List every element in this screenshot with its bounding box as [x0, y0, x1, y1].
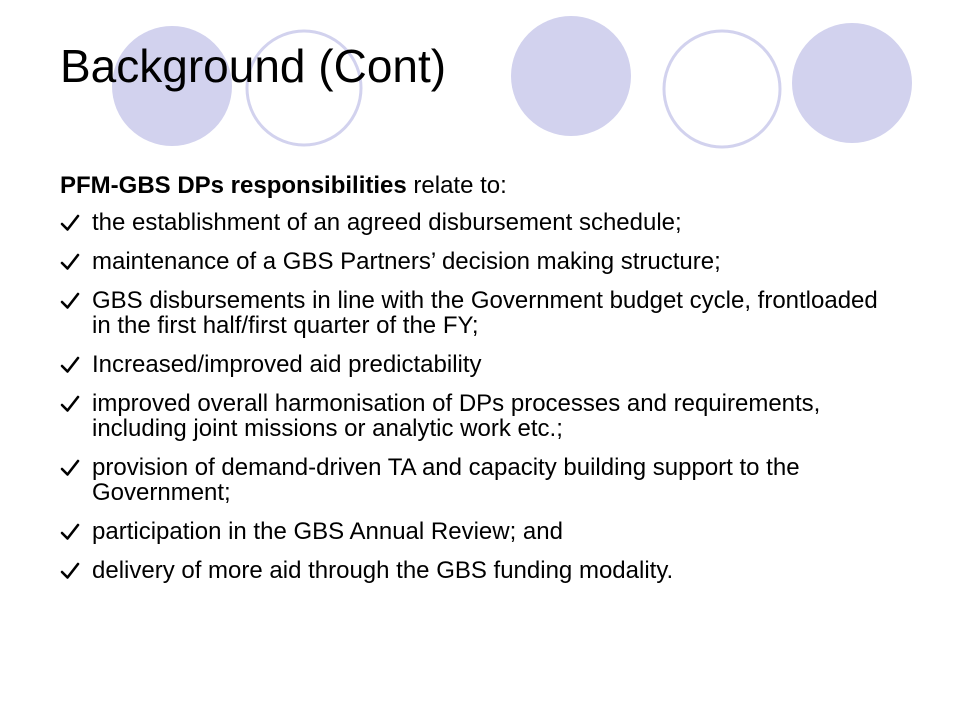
- outline-circle-2: [664, 31, 780, 147]
- filled-circle-2: [511, 16, 631, 136]
- check-mark-icon: [60, 355, 80, 375]
- bullet-text: the establishment of an agreed disbursement schedule;: [92, 209, 682, 236]
- bullet-item: [60, 455, 900, 505]
- check-mark-icon: [60, 252, 80, 272]
- check-mark-icon: [60, 394, 80, 414]
- intro-line: [60, 170, 507, 202]
- bullet-item: [60, 249, 900, 274]
- bullet-text: Increased/improved aid predictability: [92, 351, 482, 378]
- bullet-text: GBS disbursements in line with the Government budget cycle, frontloaded in the first half/first quarter of the FY;: [92, 287, 878, 339]
- check-mark-icon: [60, 522, 80, 542]
- bullet-text: participation in the GBS Annual Review; and: [92, 518, 563, 545]
- check-mark-icon: [60, 213, 80, 233]
- intro-bold-text: PFM-GBS DPs responsibilities: [60, 172, 407, 199]
- bullet-item: [60, 210, 900, 235]
- bullet-text: delivery of more aid through the GBS funding modality.: [92, 557, 674, 584]
- intro-rest-text: relate to:: [406, 172, 507, 199]
- bullet-text: maintenance of a GBS Partners’ decision making structure;: [92, 248, 721, 275]
- bullet-text: provision of demand-driven TA and capacity building support to the Government;: [92, 454, 800, 506]
- slide-title: Background (Cont): [60, 40, 447, 92]
- filled-circle-3: [792, 23, 912, 143]
- bullet-item: [60, 558, 900, 583]
- bullet-item: [60, 352, 900, 377]
- bullet-item: [60, 288, 900, 338]
- bullet-text: improved overall harmonisation of DPs processes and requirements, including joint missions or analytic work etc.;: [92, 390, 821, 442]
- check-mark-icon: [60, 458, 80, 478]
- bullet-item: [60, 391, 900, 441]
- check-mark-icon: [60, 291, 80, 311]
- check-mark-icon: [60, 561, 80, 581]
- bullet-item: [60, 519, 900, 544]
- bullet-list: [60, 210, 900, 597]
